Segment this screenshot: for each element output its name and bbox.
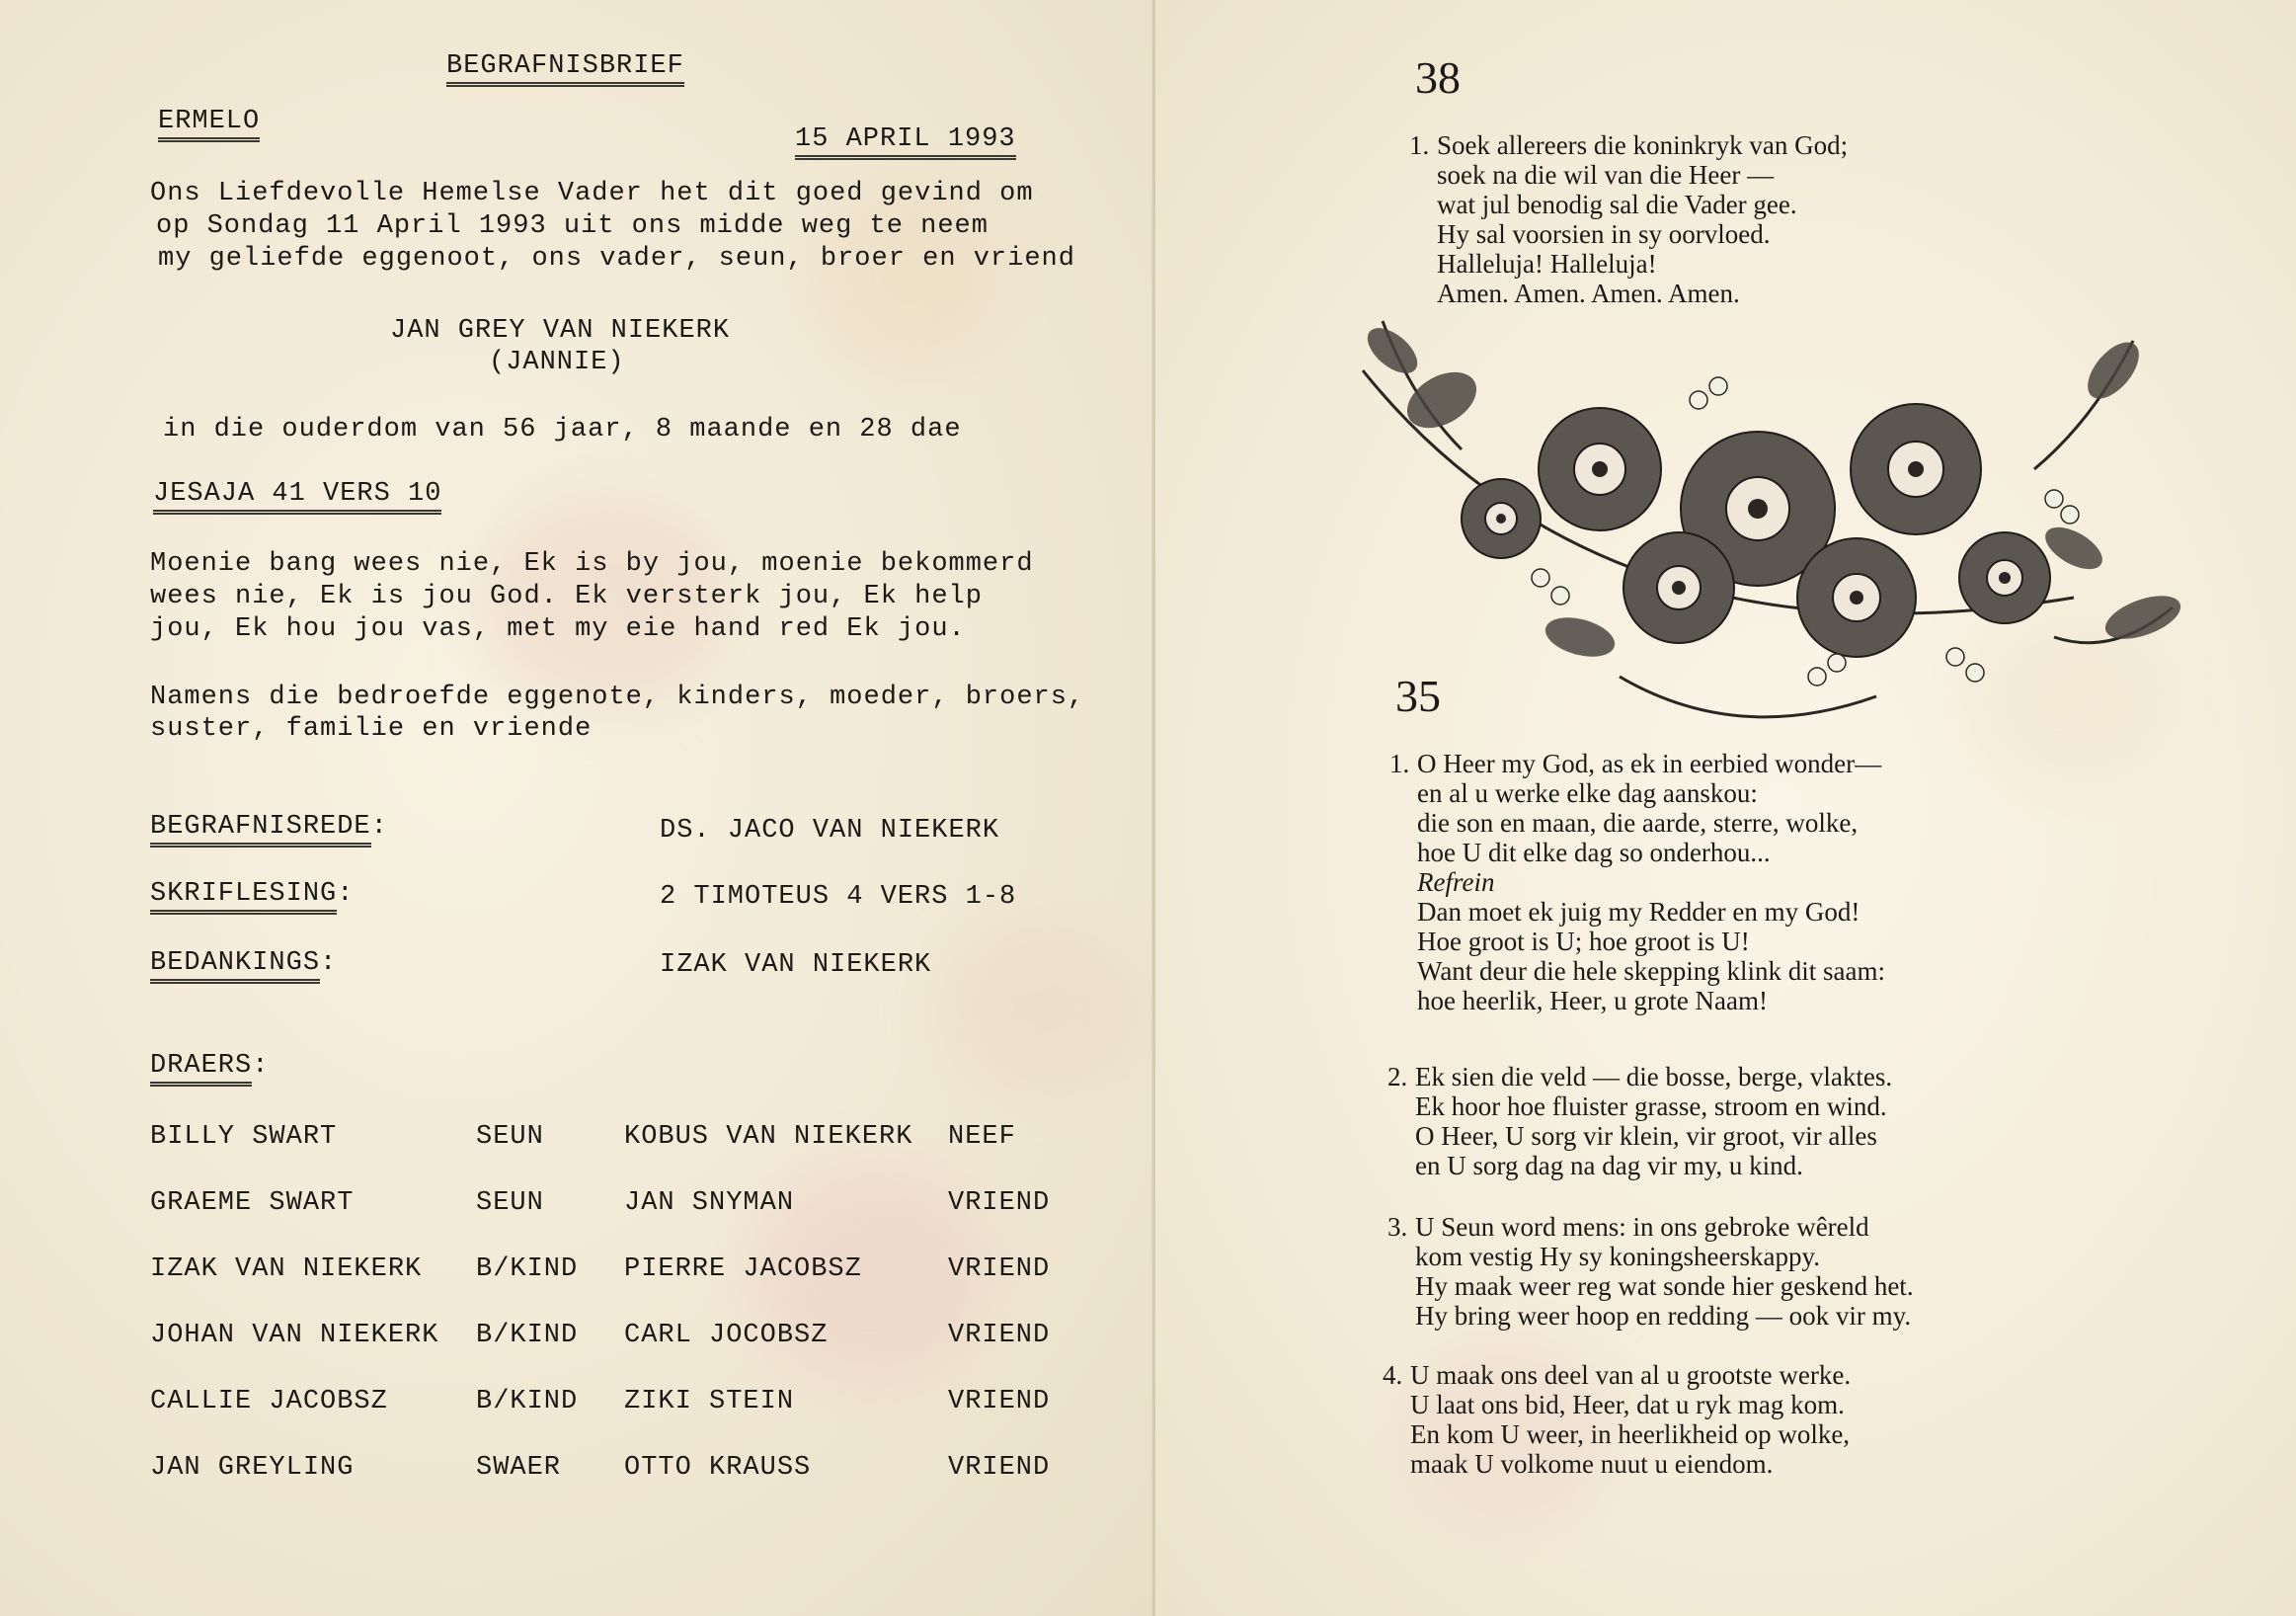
verse-number: 3. [1387, 1212, 1408, 1242]
bearers-heading-row [150, 1051, 269, 1081]
table-row [150, 1321, 1078, 1354]
age-line: in die ouderdom van 56 jaar, 8 maande en 28 dae [163, 415, 962, 444]
bearer-relation: VRIEND [948, 1321, 1051, 1350]
verse-line: Amen. Amen. Amen. Amen. [1437, 279, 1740, 308]
service-value: DS. JACO VAN NIEKERK [660, 816, 1000, 846]
bearer-name: KOBUS VAN NIEKERK [624, 1122, 913, 1152]
bearer-name: CALLIE JACOBSZ [150, 1387, 388, 1416]
scripture-line: Moenie bang wees nie, Ek is by jou, moenie bekommerd [150, 549, 1034, 579]
verse-line: Soek allereers die koninkryk van God; [1437, 130, 1849, 160]
verse-line: U laat ons bid, Heer, dat u ryk mag kom. [1410, 1390, 1845, 1419]
verse-line: Hy bring weer hoop en redding — ook vir my. [1415, 1301, 1912, 1331]
service-row [150, 812, 388, 842]
bearer-relation: VRIEND [948, 1387, 1051, 1416]
intro-line: op Sondag 11 April 1993 uit ons midde weg te neem [156, 211, 989, 241]
verse-line: die son en maan, die aarde, sterre, wolke, [1417, 808, 1859, 838]
intro-line: Ons Liefdevolle Hemelse Vader het dit goed gevind om [150, 179, 1034, 208]
family-line: Namens die bedroefde eggenote, kinders, moeder, broers, [150, 683, 1085, 712]
hymn-38-number: 38 [1415, 52, 1461, 103]
service-row [150, 879, 354, 909]
hymn-35-verse-3 [1387, 1212, 1914, 1331]
verse-line: en U sorg dag na dag vir my, u kind. [1415, 1151, 1803, 1180]
bearer-name: BILLY SWART [150, 1122, 338, 1152]
service-label: BEDANKINGS [150, 948, 320, 984]
hymn-35-verse-2 [1387, 1062, 1893, 1180]
table-row [150, 1122, 1078, 1156]
service-value: IZAK VAN NIEKERK [660, 950, 932, 980]
verse-line: wat jul benodig sal die Vader gee. [1437, 190, 1797, 219]
scripture-line: jou, Ek hou jou vas, met my eie hand red Ek jou. [150, 614, 966, 644]
bearer-name: IZAK VAN NIEKERK [150, 1254, 423, 1284]
verse-line: soek na die wil van die Heer — [1437, 160, 1775, 190]
verse-line: Halleluja! Halleluja! [1437, 249, 1657, 279]
verse-number: 4. [1383, 1360, 1403, 1390]
table-row [150, 1453, 1078, 1487]
bearer-relation: B/KIND [476, 1387, 579, 1416]
verse-line: maak U volkome nuut u eiendom. [1410, 1449, 1774, 1479]
flower-bouquet-icon [1323, 282, 2192, 756]
service-value: 2 TIMOTEUS 4 VERS 1-8 [660, 882, 1017, 912]
service-label: BEGRAFNISREDE [150, 812, 371, 848]
service-row [150, 948, 337, 978]
verse-line: Hy sal voorsien in sy oorvloed. [1437, 219, 1771, 249]
date-label: 15 APRIL 1993 [795, 124, 1016, 160]
place-label: ERMELO [158, 107, 260, 142]
label-colon: : [252, 1051, 270, 1081]
verse-line: O Heer my God, as ek in eerbied wonder— [1417, 749, 1882, 778]
hymn-35-verse-1 [1389, 749, 1885, 1015]
bearer-relation: VRIEND [948, 1254, 1051, 1284]
bearer-name: PIERRE JACOBSZ [624, 1254, 862, 1284]
bearer-relation: SWAER [476, 1453, 562, 1483]
bearer-name: JAN GREYLING [150, 1453, 355, 1483]
bearers-heading: DRAERS [150, 1051, 252, 1087]
label-colon: : [370, 812, 388, 842]
bearer-name: JOHAN VAN NIEKERK [150, 1321, 439, 1350]
deceased-nickname: (JANNIE) [489, 348, 625, 377]
verse-number: 1. [1389, 749, 1410, 778]
scripture-reference: JESAJA 41 VERS 10 [153, 479, 441, 515]
verse-line: Ek hoor hoe fluister grasse, stroom en wind. [1415, 1091, 1887, 1121]
scripture-line: wees nie, Ek is jou God. Ek versterk jou, Ek help [150, 582, 983, 611]
verse-line: en al u werke elke dag aanskou: [1417, 778, 1758, 808]
verse-line: Ek sien die veld — die bosse, berge, vlaktes. [1415, 1062, 1893, 1091]
verse-number: 1. [1409, 130, 1430, 160]
bearer-relation: B/KIND [476, 1254, 579, 1284]
refrain-line: Hoe groot is U; hoe groot is U! [1417, 927, 1750, 956]
family-line: suster, familie en vriende [150, 714, 593, 744]
bearer-relation: B/KIND [476, 1321, 579, 1350]
table-row [150, 1188, 1078, 1222]
table-row [150, 1254, 1078, 1288]
bearer-relation: SEUN [476, 1122, 544, 1152]
label-colon: : [320, 948, 338, 978]
verse-line: En kom U weer, in heerlikheid op wolke, [1410, 1419, 1851, 1449]
bearer-relation: SEUN [476, 1188, 544, 1218]
table-row [150, 1387, 1078, 1420]
label-colon: : [337, 879, 355, 909]
hymn-35-verse-4 [1383, 1360, 1852, 1479]
bearer-name: CARL JOCOBSZ [624, 1321, 829, 1350]
verse-line: hoe U dit elke dag so onderhou... [1417, 838, 1771, 867]
verse-line: O Heer, U sorg vir klein, vir groot, vir alles [1415, 1121, 1877, 1151]
refrain-line: Dan moet ek juig my Redder en my God! [1417, 897, 1861, 927]
verse-number: 2. [1387, 1062, 1408, 1091]
intro-line: my geliefde eggenoot, ons vader, seun, broer en vriend [158, 244, 1075, 274]
refrain-line: Want deur die hele skepping klink dit saam: [1417, 956, 1885, 986]
service-label: SKRIFLESING [150, 879, 337, 915]
verse-line: kom vestig Hy sy koningsheerskappy. [1415, 1242, 1820, 1271]
bearer-relation: VRIEND [948, 1188, 1051, 1218]
verse-line: U maak ons deel van al u grootste werke. [1410, 1360, 1852, 1390]
verse-line: Hy maak weer reg wat sonde hier geskend het. [1415, 1271, 1914, 1301]
deceased-name: JAN GREY VAN NIEKERK [390, 316, 731, 346]
verse-line: U Seun word mens: in ons gebroke wêreld [1415, 1212, 1869, 1242]
hymn-35-number: 35 [1395, 671, 1441, 721]
bearer-name: ZIKI STEIN [624, 1387, 795, 1416]
refrain-line: hoe heerlik, Heer, u grote Naam! [1417, 986, 1769, 1015]
document-title: BEGRAFNISBRIEF [446, 51, 684, 87]
bearer-name: JAN SNYMAN [624, 1188, 795, 1218]
bearer-relation: NEEF [948, 1122, 1016, 1152]
bearer-name: GRAEME SWART [150, 1188, 355, 1218]
refrain-label: Refrein [1417, 867, 1495, 897]
bearer-relation: VRIEND [948, 1453, 1051, 1483]
bearer-name: OTTO KRAUSS [624, 1453, 812, 1483]
